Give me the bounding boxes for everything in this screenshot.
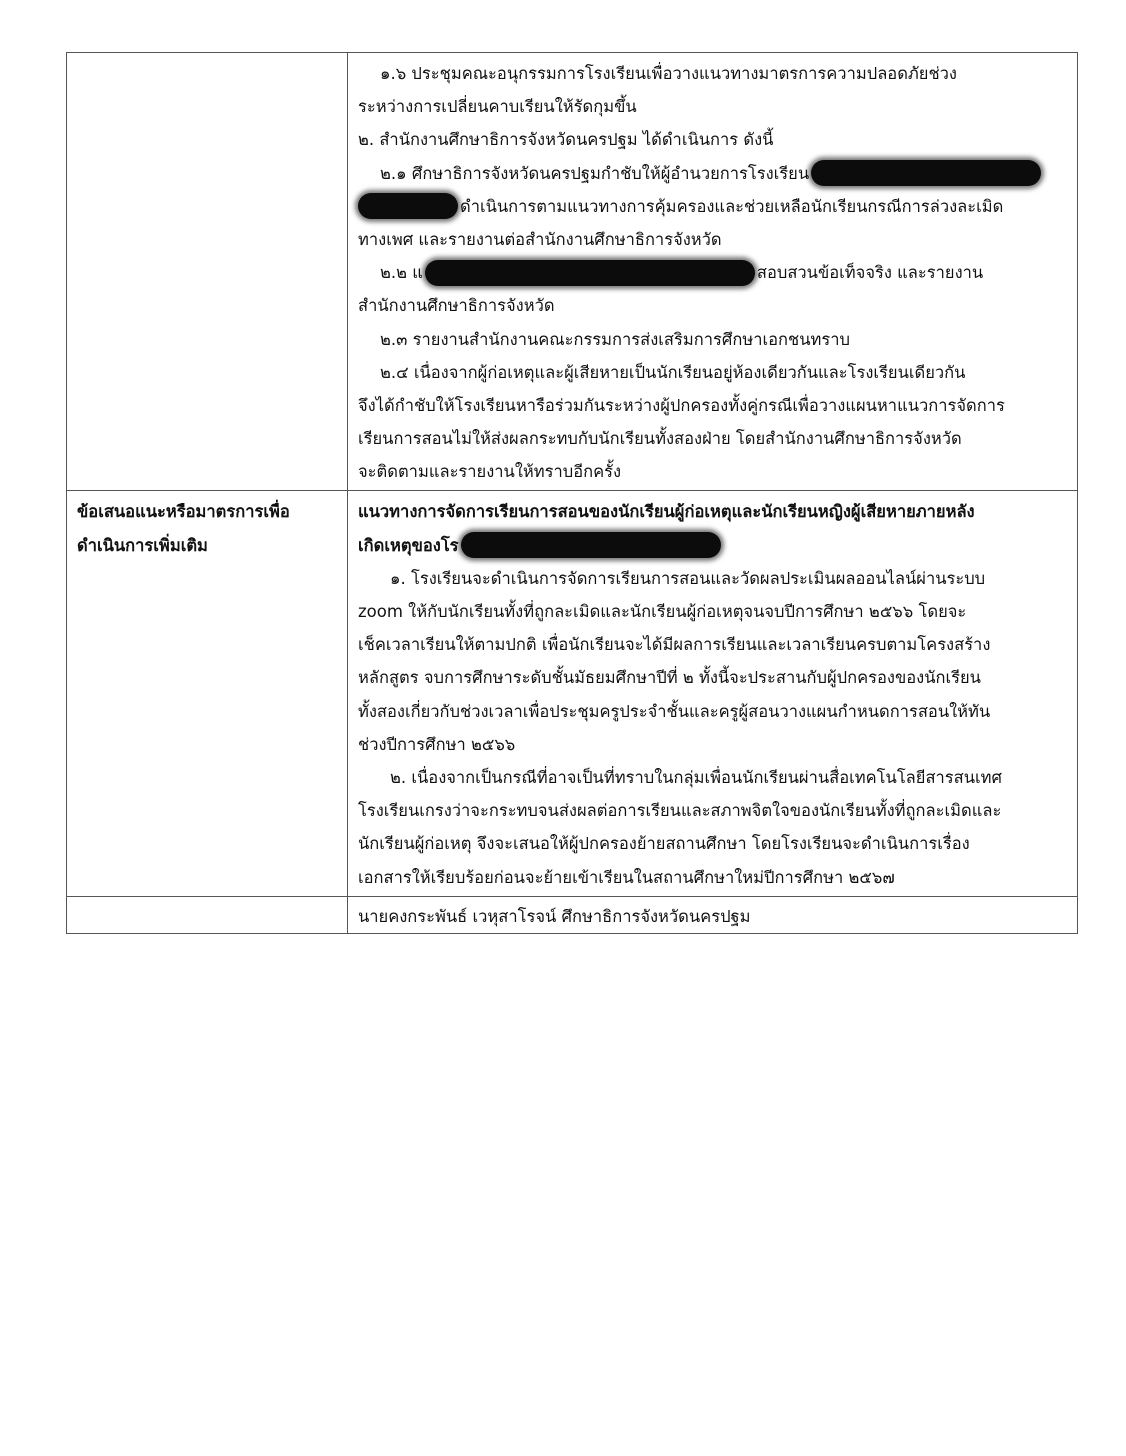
content-line: zoom ให้กับนักเรียนทั้งที่ถูกละเมิดและนักเรียนผู้ก่อเหตุจนจบปีการศึกษา ๒๕๖๖ โดยจะ bbox=[358, 602, 967, 621]
content-line: ๑.๖ ประชุมคณะอนุกรรมการโรงเรียนเพื่อวางแนวทางมาตรการความปลอดภัยช่วง bbox=[380, 64, 957, 83]
redaction-mark bbox=[358, 193, 458, 219]
content-line: ๒.๓ รายงานสำนักงานคณะกรรมการส่งเสริมการศึกษาเอกชนทราบ bbox=[380, 329, 850, 349]
content-line: จึงได้กำชับให้โรงเรียนหารือร่วมกันระหว่างผู้ปกครองทั้งคู่กรณีเพื่อวางแผนหาแนวการจัดการ bbox=[358, 395, 1005, 415]
content-text: สอบสวนข้อเท็จจริง และรายงาน bbox=[756, 263, 984, 283]
content-line: จะติดตามและรายงานให้ทราบอีกครั้ง bbox=[358, 462, 622, 482]
content-text: เกิดเหตุของโร bbox=[358, 535, 459, 555]
content-line: สำนักงานศึกษาธิการจังหวัด bbox=[358, 296, 555, 316]
content-line: หลักสูตร จบการศึกษาระดับชั้นมัธยมศึกษาปีที่ ๒ ทั้งนี้จะประสานกับผู้ปกครองของนักเรียน bbox=[358, 668, 981, 688]
section-heading bbox=[348, 529, 1077, 562]
table-row bbox=[67, 491, 1078, 896]
content-text: ๒.๑ ศึกษาธิการจังหวัดนครปฐมกำชับให้ผู้อำนวยการโรงเรียน bbox=[380, 163, 810, 183]
content-line bbox=[348, 157, 1077, 190]
content-cell bbox=[348, 491, 1078, 896]
content-line: เอกสารให้เรียบร้อยก่อนจะย้ายเข้าเรียนในสถานศึกษาใหม่ปีการศึกษา ๒๕๖๗ bbox=[358, 867, 895, 887]
report-table bbox=[66, 52, 1078, 934]
signature-line: นายคงกระพันธ์ เวหุสาโรจน์ ศึกษาธิการจังหวัดนครปฐม bbox=[358, 906, 751, 926]
content-line: เรียนการสอนไม่ให้ส่งผลกระทบกับนักเรียนทั้งสองฝ่าย โดยสำนักงานศึกษาธิการจังหวัด bbox=[358, 429, 962, 449]
label-cell bbox=[67, 53, 348, 491]
content-cell bbox=[348, 896, 1078, 933]
content-line: ๒. เนื่องจากเป็นกรณีที่อาจเป็นที่ทราบในกลุ่มเพื่อนนักเรียนผ่านสื่อเทคโนโลยีสารสนเทศ bbox=[390, 767, 1002, 787]
label-cell bbox=[67, 491, 348, 896]
content-text: ดำเนินการตามแนวทางการคุ้มครองและช่วยเหลือนักเรียนกรณีการล่วงละเมิด bbox=[460, 196, 1004, 216]
content-line bbox=[348, 256, 1077, 289]
row-label: ข้อเสนอแนะหรือมาตรการเพื่อ bbox=[77, 502, 290, 522]
content-line: นักเรียนผู้ก่อเหตุ จึงจะเสนอให้ผู้ปกครองย้ายสถานศึกษา โดยโรงเรียนจะดำเนินการเรื่อง bbox=[358, 834, 970, 854]
content-line: ๒.๔ เนื่องจากผู้ก่อเหตุและผู้เสียหายเป็นนักเรียนอยู่ห้องเดียวกันและโรงเรียนเดียวกัน bbox=[380, 362, 966, 382]
section-heading: แนวทางการจัดการเรียนการสอนของนักเรียนผู้ก่อเหตุและนักเรียนหญิงผู้เสียหายภายหลัง bbox=[358, 502, 975, 522]
content-text: ๒.๒ แ bbox=[380, 263, 423, 283]
redaction-mark bbox=[425, 260, 755, 286]
table-row bbox=[67, 896, 1078, 933]
content-line: ทั้งสองเกี่ยวกับช่วงเวลาเพื่อประชุมครูประจำชั้นและครูผู้สอนวางแผนกำหนดการสอนให้ทัน bbox=[358, 701, 991, 721]
content-line: ๒. สำนักงานศึกษาธิการจังหวัดนครปฐม ได้ดำเนินการ ดังนี้ bbox=[358, 130, 774, 150]
content-line: ระหว่างการเปลี่ยนคาบเรียนให้รัดกุมขึ้น bbox=[358, 97, 637, 117]
redaction-mark bbox=[461, 532, 721, 558]
table-row bbox=[67, 53, 1078, 491]
label-cell bbox=[67, 896, 348, 933]
content-line: ช่วงปีการศึกษา ๒๕๖๖ bbox=[358, 734, 516, 754]
content-line: เช็คเวลาเรียนให้ตามปกติ เพื่อนักเรียนจะได้มีผลการเรียนและเวลาเรียนครบตามโครงสร้าง bbox=[358, 635, 991, 655]
content-line: ๑. โรงเรียนจะดำเนินการจัดการเรียนการสอนและวัดผลประเมินผลออนไลน์ผ่านระบบ bbox=[390, 568, 986, 588]
content-line: โรงเรียนเกรงว่าจะกระทบจนส่งผลต่อการเรียนและสภาพจิตใจของนักเรียนทั้งที่ถูกละเมิดและ bbox=[358, 801, 1002, 821]
redaction-mark bbox=[811, 160, 1041, 186]
content-cell bbox=[348, 53, 1078, 491]
content-line bbox=[348, 190, 1077, 223]
content-line: ทางเพศ และรายงานต่อสำนักงานศึกษาธิการจังหวัด bbox=[358, 229, 722, 249]
row-label: ดำเนินการเพิ่มเติม bbox=[77, 535, 208, 555]
